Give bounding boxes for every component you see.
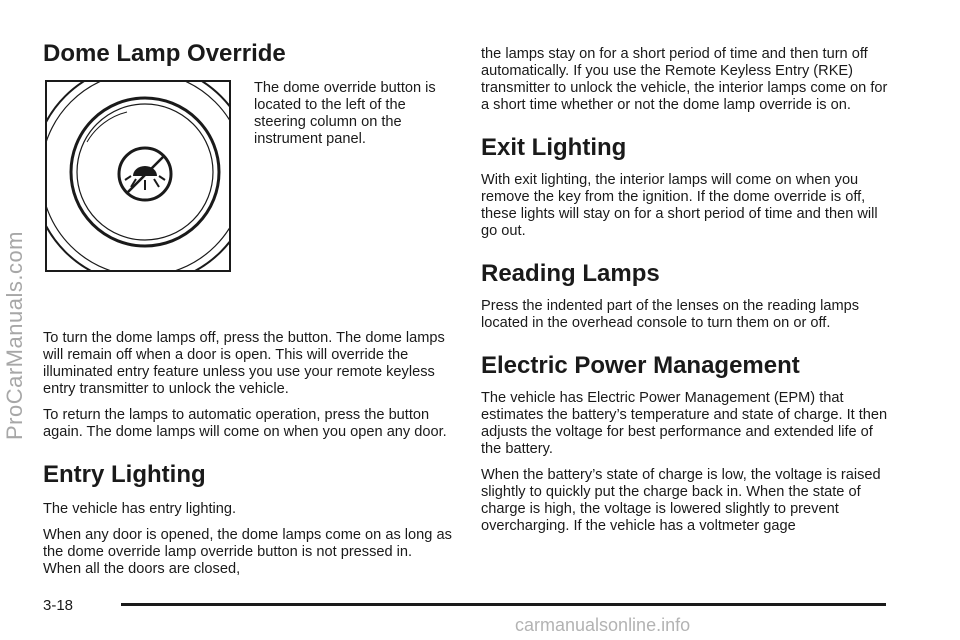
figure-row	[43, 80, 453, 330]
side-watermark: ProCarManuals.com	[2, 230, 27, 440]
section-title-electric-power-management: Electric Power Management	[481, 352, 800, 379]
left-column	[43, 40, 453, 578]
right-column	[481, 46, 891, 535]
dome-lamp-paragraph-2: To return the lamps to automatic operation, press the button again. The dome lamps will come on when you open any door.	[43, 407, 447, 440]
section-title-entry-lighting: Entry Lighting	[43, 461, 206, 488]
page-number: 3-18	[43, 597, 74, 614]
section-title-reading-lamps: Reading Lamps	[481, 260, 660, 287]
bottom-watermark: carmanualsonline.info	[515, 615, 691, 635]
dome-lamp-override-icon	[47, 82, 231, 272]
section-title-dome-lamp-override: Dome Lamp Override	[43, 40, 286, 67]
figure-caption-text: The dome override button is located to the left of the steering column on the instrument panel.	[254, 80, 436, 147]
epm-paragraph-2: When the battery’s state of charge is low, the voltage is raised slightly to quickly put the charge back in. When the state of charge is high, the voltage is lowered slightly to prevent overcharging. If the vehicle has a voltmeter gage	[481, 467, 881, 534]
exit-lighting-paragraph: With exit lighting, the interior lamps will come on when you remove the key from the ignition. If the dome override is off, these lights will stay on for a short period of time and then will go out.	[481, 172, 878, 239]
reading-lamps-paragraph: Press the indented part of the lenses on the reading lamps located in the overhead console to turn them on or off.	[481, 298, 860, 331]
entry-lighting-paragraph-1: The vehicle has entry lighting.	[43, 501, 237, 517]
figure-caption	[254, 80, 454, 148]
footer-rule	[121, 603, 886, 606]
section-title-exit-lighting: Exit Lighting	[481, 134, 627, 161]
entry-lighting-paragraph-2: When any door is opened, the dome lamps come on as long as the dome override lamp override button is not pressed in. When all the doors are closed,	[43, 527, 452, 577]
entry-lighting-continued: the lamps stay on for a short period of time and then turn off automatically. If you use the Remote Keyless Entry (RKE) transmitter to unlock the vehicle, the interior lamps come on for a short time whether or not the dome lamp override is on.	[481, 46, 888, 113]
dome-lamp-paragraph-1: To turn the dome lamps off, press the button. The dome lamps will remain off when a door is open. This will override the illuminated entry feature unless you use your remote keyless entry transmitter to unlock the vehicle.	[43, 330, 445, 397]
epm-paragraph-1: The vehicle has Electric Power Management (EPM) that estimates the battery’s temperature and state of charge. It then adjusts the voltage for best performance and extended life of the battery.	[481, 390, 888, 457]
dome-override-button-illustration	[45, 80, 231, 272]
